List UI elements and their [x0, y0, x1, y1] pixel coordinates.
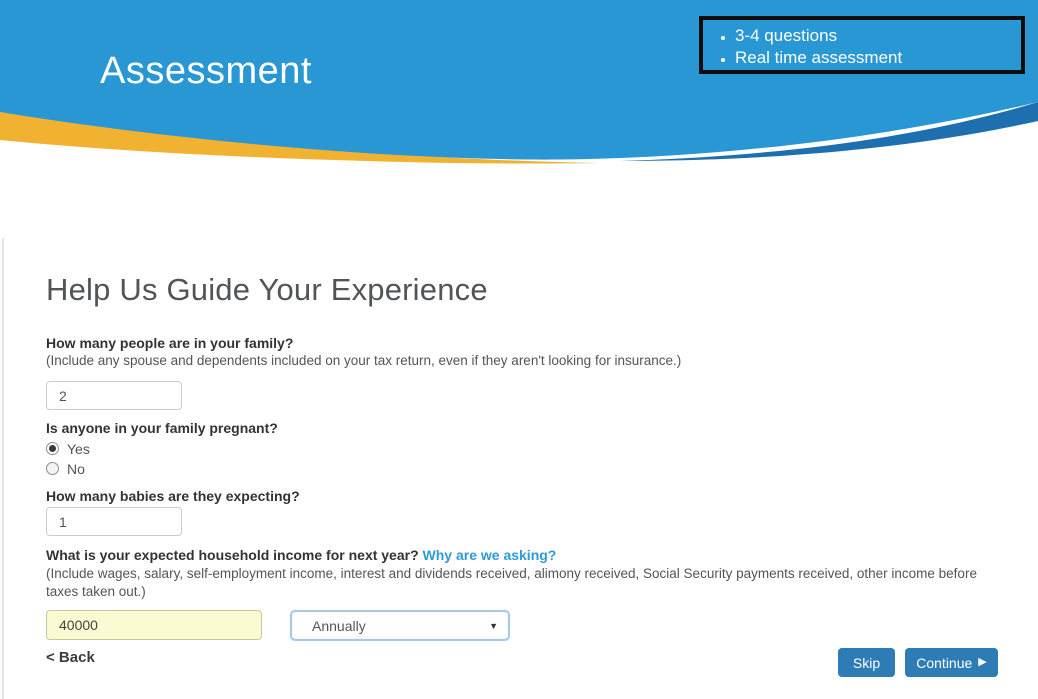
- babies-question-label: How many babies are they expecting?: [46, 488, 300, 504]
- pregnant-option-no-label: No: [67, 460, 85, 477]
- income-frequency-value: Annually: [312, 617, 366, 634]
- income-help-text: (Include wages, salary, self-employment income, interest and dividends received, alimony received, Social Security payments received, other income before taxes taken out.): [46, 566, 977, 599]
- pregnant-option-yes[interactable]: [46, 439, 90, 458]
- continue-button-label: Continue: [916, 654, 973, 671]
- chevron-down-icon: ▼: [489, 620, 498, 631]
- income-amount-input[interactable]: [46, 610, 262, 640]
- pregnant-option-no[interactable]: [46, 459, 85, 478]
- page-title: Help Us Guide Your Experience: [46, 272, 488, 307]
- income-frequency-select[interactable]: [290, 610, 510, 641]
- why-asking-link[interactable]: Why are we asking?: [422, 547, 557, 563]
- assessment-info-box: [699, 16, 1025, 74]
- page-banner-title: Assessment: [100, 50, 312, 92]
- radio-button-icon[interactable]: [46, 442, 59, 455]
- play-arrow-icon: ▶: [978, 656, 987, 668]
- radio-button-icon[interactable]: [46, 462, 59, 475]
- info-item-questions: • 3-4 questions: [735, 25, 1021, 47]
- skip-button[interactable]: Skip: [838, 648, 895, 677]
- pregnant-option-yes-label: Yes: [67, 440, 90, 457]
- left-border-rule: [2, 238, 4, 699]
- family-size-help-text: (Include any spouse and dependents included on your tax return, even if they aren't looking for insurance.): [46, 353, 682, 368]
- family-size-question-label: How many people are in your family?: [46, 335, 294, 351]
- income-question-text: What is your expected household income for next year?: [46, 547, 419, 563]
- assessment-info-list: [703, 25, 1021, 69]
- income-question-label: [46, 547, 556, 563]
- header-banner: [0, 0, 1038, 172]
- pregnant-question-label: Is anyone in your family pregnant?: [46, 420, 278, 436]
- income-input-row: [46, 610, 510, 641]
- family-size-input[interactable]: [46, 381, 182, 410]
- info-item-realtime: • Real time assessment: [735, 47, 1021, 69]
- continue-button[interactable]: [905, 648, 998, 677]
- back-link[interactable]: < Back: [46, 649, 95, 666]
- babies-count-input[interactable]: [46, 507, 182, 536]
